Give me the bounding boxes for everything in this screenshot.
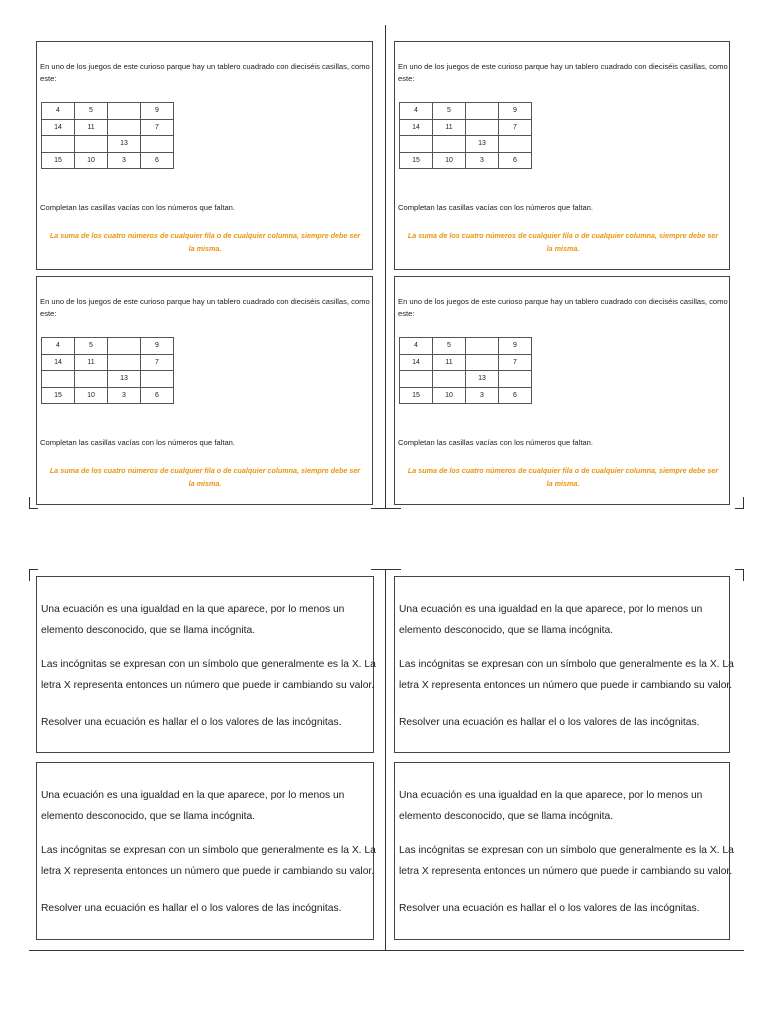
grid-cell: 13: [466, 136, 499, 153]
grid-cell: 11: [433, 354, 466, 371]
grid-cell: [466, 103, 499, 120]
grid-cell: 4: [400, 103, 433, 120]
grid-cell: 9: [499, 103, 532, 120]
crop-mark: [371, 508, 401, 509]
puzzle-instruction: Completan las casillas vacías con los números que faltan.: [40, 438, 236, 447]
grid-cell: 4: [42, 103, 75, 120]
grid-cell: 14: [400, 119, 433, 136]
puzzle-rule: La suma de los cuatro números de cualquier fila o de cualquier columna, siempre debe ser la misma.: [407, 231, 719, 253]
crop-mark: [29, 569, 38, 570]
unknowns-explanation: Las incógnitas se expresan con un símbolo que generalmente es la X. La letra X representa entonces un número que puede ir cambiando su valor.: [399, 659, 734, 691]
grid-row: [42, 354, 174, 371]
grid-cell: [141, 136, 174, 153]
grid-row: [42, 103, 174, 120]
grid-cell: [141, 371, 174, 388]
grid-cell: [108, 354, 141, 371]
grid-cell: [433, 371, 466, 388]
grid-cell: 4: [42, 338, 75, 355]
grid-cell: 13: [108, 136, 141, 153]
grid-cell: 11: [75, 119, 108, 136]
puzzle-grid: [399, 102, 532, 169]
puzzle-intro: En uno de los juegos de este curioso parque hay un tablero cuadrado con dieciséis casillas, como este:: [40, 297, 370, 318]
grid-cell: 15: [42, 387, 75, 404]
grid-cell: 5: [433, 103, 466, 120]
equation-info-card: [36, 762, 374, 940]
puzzle-grid: [399, 337, 532, 404]
grid-cell: [400, 136, 433, 153]
puzzle-intro: En uno de los juegos de este curioso parque hay un tablero cuadrado con dieciséis casillas, como este:: [40, 62, 370, 83]
solving-definition: Resolver una ecuación es hallar el o los valores de las incógnitas.: [41, 903, 342, 914]
grid-cell: 11: [433, 119, 466, 136]
grid-cell: 3: [466, 387, 499, 404]
grid-cell: 9: [141, 103, 174, 120]
puzzle-grid: [41, 337, 174, 404]
crop-mark: [735, 508, 744, 509]
grid-cell: [400, 371, 433, 388]
grid-row: [42, 371, 174, 388]
sheet-divider: [385, 569, 386, 951]
puzzle-card: [36, 41, 373, 270]
grid-cell: 5: [75, 103, 108, 120]
grid-cell: [108, 338, 141, 355]
grid-row: [400, 152, 532, 169]
puzzle-card: [36, 276, 373, 505]
grid-cell: 14: [42, 354, 75, 371]
puzzle-rule: La suma de los cuatro números de cualquier fila o de cualquier columna, siempre debe ser la misma.: [407, 466, 719, 488]
crop-mark: [29, 508, 38, 509]
grid-cell: 10: [75, 152, 108, 169]
grid-cell: 9: [141, 338, 174, 355]
puzzle-card: [394, 276, 730, 505]
grid-cell: [466, 354, 499, 371]
grid-cell: 7: [499, 354, 532, 371]
grid-cell: [42, 136, 75, 153]
puzzle-intro: En uno de los juegos de este curioso parque hay un tablero cuadrado con dieciséis casillas, como este:: [398, 62, 728, 83]
grid-cell: [433, 136, 466, 153]
puzzle-rule: La suma de los cuatro números de cualquier fila o de cualquier columna, siempre debe ser la misma.: [49, 466, 361, 488]
grid-cell: [466, 119, 499, 136]
unknowns-explanation: Las incógnitas se expresan con un símbolo que generalmente es la X. La letra X representa entonces un número que puede ir cambiando su valor.: [41, 845, 376, 877]
equation-info-card: [394, 576, 734, 753]
equation-definition: Una ecuación es una igualdad en la que aparece, por lo menos un elemento desconocido, que se llama incógnita.: [399, 604, 703, 636]
grid-cell: 11: [75, 354, 108, 371]
puzzle-instruction: Completan las casillas vacías con los números que faltan.: [40, 203, 236, 212]
crop-mark: [371, 569, 401, 570]
solving-definition: Resolver una ecuación es hallar el o los valores de las incógnitas.: [41, 717, 342, 728]
grid-cell: 7: [499, 119, 532, 136]
grid-cell: [75, 371, 108, 388]
crop-mark: [743, 569, 744, 581]
unknowns-explanation: Las incógnitas se expresan con un símbolo que generalmente es la X. La letra X representa entonces un número que puede ir cambiando su valor.: [41, 659, 376, 691]
grid-cell: [42, 371, 75, 388]
grid-cell: 6: [499, 152, 532, 169]
grid-cell: 6: [141, 387, 174, 404]
crop-mark: [735, 569, 744, 570]
grid-row: [400, 136, 532, 153]
grid-cell: 6: [499, 387, 532, 404]
grid-row: [42, 119, 174, 136]
grid-cell: 15: [42, 152, 75, 169]
grid-row: [400, 371, 532, 388]
grid-cell: 10: [433, 387, 466, 404]
equation-definition: Una ecuación es una igualdad en la que aparece, por lo menos un elemento desconocido, que se llama incógnita.: [41, 790, 345, 822]
grid-cell: 13: [108, 371, 141, 388]
grid-cell: [108, 103, 141, 120]
grid-cell: 6: [141, 152, 174, 169]
grid-cell: 15: [400, 152, 433, 169]
grid-cell: [75, 136, 108, 153]
grid-cell: 7: [141, 119, 174, 136]
grid-cell: [108, 119, 141, 136]
grid-row: [400, 338, 532, 355]
grid-row: [42, 136, 174, 153]
grid-row: [42, 152, 174, 169]
grid-row: [42, 338, 174, 355]
equation-info-card: [36, 576, 374, 753]
sheet-bottom-line: [29, 950, 744, 951]
grid-cell: [466, 338, 499, 355]
equation-info-card: [394, 762, 734, 940]
grid-cell: 5: [75, 338, 108, 355]
crop-mark: [29, 569, 30, 581]
grid-row: [400, 103, 532, 120]
grid-cell: 10: [75, 387, 108, 404]
unknowns-explanation: Las incógnitas se expresan con un símbolo que generalmente es la X. La letra X representa entonces un número que puede ir cambiando su valor.: [399, 845, 734, 877]
grid-cell: 4: [400, 338, 433, 355]
grid-cell: 14: [400, 354, 433, 371]
equation-definition: Una ecuación es una igualdad en la que aparece, por lo menos un elemento desconocido, que se llama incógnita.: [41, 604, 345, 636]
solving-definition: Resolver una ecuación es hallar el o los valores de las incógnitas.: [399, 903, 700, 914]
grid-cell: 3: [108, 387, 141, 404]
grid-row: [42, 387, 174, 404]
grid-cell: [499, 136, 532, 153]
grid-row: [400, 119, 532, 136]
grid-row: [400, 387, 532, 404]
puzzle-grid: [41, 102, 174, 169]
puzzle-card: [394, 41, 730, 270]
grid-row: [400, 354, 532, 371]
grid-cell: [499, 371, 532, 388]
grid-cell: 5: [433, 338, 466, 355]
grid-cell: 14: [42, 119, 75, 136]
puzzle-intro: En uno de los juegos de este curioso parque hay un tablero cuadrado con dieciséis casillas, como este:: [398, 297, 728, 318]
equation-definition: Una ecuación es una igualdad en la que aparece, por lo menos un elemento desconocido, que se llama incógnita.: [399, 790, 703, 822]
grid-cell: 3: [108, 152, 141, 169]
sheet-divider: [385, 25, 386, 509]
grid-cell: 3: [466, 152, 499, 169]
grid-cell: 10: [433, 152, 466, 169]
grid-cell: 7: [141, 354, 174, 371]
grid-cell: 15: [400, 387, 433, 404]
puzzle-rule: La suma de los cuatro números de cualquier fila o de cualquier columna, siempre debe ser la misma.: [49, 231, 361, 253]
grid-cell: 13: [466, 371, 499, 388]
solving-definition: Resolver una ecuación es hallar el o los valores de las incógnitas.: [399, 717, 700, 728]
puzzle-instruction: Completan las casillas vacías con los números que faltan.: [398, 203, 594, 212]
puzzle-instruction: Completan las casillas vacías con los números que faltan.: [398, 438, 594, 447]
grid-cell: 9: [499, 338, 532, 355]
